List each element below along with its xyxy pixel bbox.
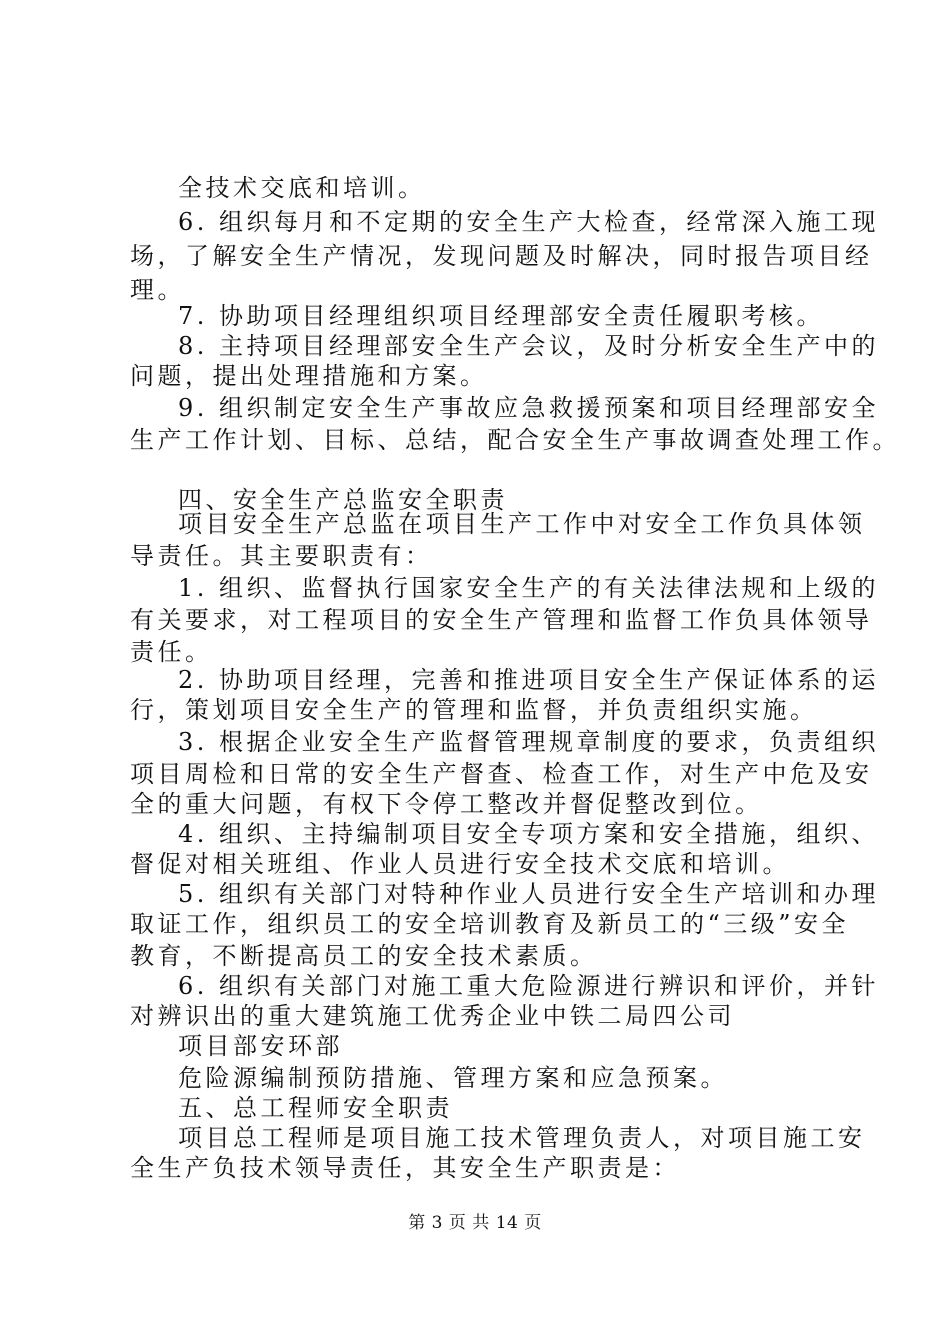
body-line: 行，策划项目安全生产的管理和监督，并负责组织实施。 <box>130 696 818 724</box>
body-line: 责任。 <box>130 638 213 666</box>
body-line: 有关要求，对工程项目的安全生产管理和监督工作负具体领导 <box>130 606 873 634</box>
list-item-line: 5. 组织有关部门对特种作业人员进行安全生产培训和办理 <box>178 880 880 908</box>
body-line: 场，了解安全生产情况，发现问题及时解决，同时报告项目经 <box>130 242 873 270</box>
page-number-footer: 第 3 页 共 14 页 <box>408 1213 542 1233</box>
list-item-line: 9. 组织制定安全生产事故应急救援预案和项目经理部安全 <box>178 394 880 422</box>
section-heading: 四、安全生产总监安全职责 <box>178 486 508 514</box>
body-line: 危险源编制预防措施、管理方案和应急预案。 <box>178 1064 728 1092</box>
body-line: 理。 <box>130 276 185 304</box>
list-item-line: 8. 主持项目经理部安全生产会议，及时分析安全生产中的 <box>178 332 880 360</box>
body-line: 对辨识出的重大建筑施工优秀企业中铁二局四公司 <box>130 1002 735 1030</box>
list-item-line: 6. 组织每月和不定期的安全生产大检查，经常深入施工现 <box>178 208 880 236</box>
body-line: 项目周检和日常的安全生产督查、检查工作，对生产中危及安 <box>130 760 873 788</box>
list-item-line: 7. 协助项目经理组织项目经理部安全责任履职考核。 <box>178 302 825 330</box>
list-item-line: 3. 根据企业安全生产监督管理规章制度的要求，负责组织 <box>178 728 880 756</box>
body-line: 全生产负技术领导责任，其安全生产职责是： <box>130 1154 680 1182</box>
body-line: 取证工作，组织员工的安全培训教育及新员工的“三级”安全 <box>130 910 850 938</box>
body-line: 项目部安环部 <box>178 1032 343 1060</box>
body-line: 督促对相关班组、作业人员进行安全技术交底和培训。 <box>130 850 790 878</box>
section-heading: 五、总工程师安全职责 <box>178 1094 453 1122</box>
body-line: 教育，不断提高员工的安全技术素质。 <box>130 942 598 970</box>
body-line: 问题，提出处理措施和方案。 <box>130 362 488 390</box>
list-item-line: 6. 组织有关部门对施工重大危险源进行辨识和评价，并针 <box>178 972 880 1000</box>
body-line: 项目安全生产总监在项目生产工作中对安全工作负具体领 <box>178 510 866 538</box>
body-line: 导责任。其主要职责有： <box>130 542 433 570</box>
list-item-line: 4. 组织、主持编制项目安全专项方案和安全措施，组织、 <box>178 820 880 848</box>
body-line: 生产工作计划、目标、总结，配合安全生产事故调查处理工作。 <box>130 426 900 454</box>
body-line: 项目总工程师是项目施工技术管理负责人，对项目施工安 <box>178 1124 866 1152</box>
body-line: 全的重大问题，有权下令停工整改并督促整改到位。 <box>130 790 763 818</box>
body-line: 全技术交底和培训。 <box>178 174 426 202</box>
list-item-line: 1. 组织、监督执行国家安全生产的有关法律法规和上级的 <box>178 574 880 602</box>
list-item-line: 2. 协助项目经理，完善和推进项目安全生产保证体系的运 <box>178 666 880 694</box>
